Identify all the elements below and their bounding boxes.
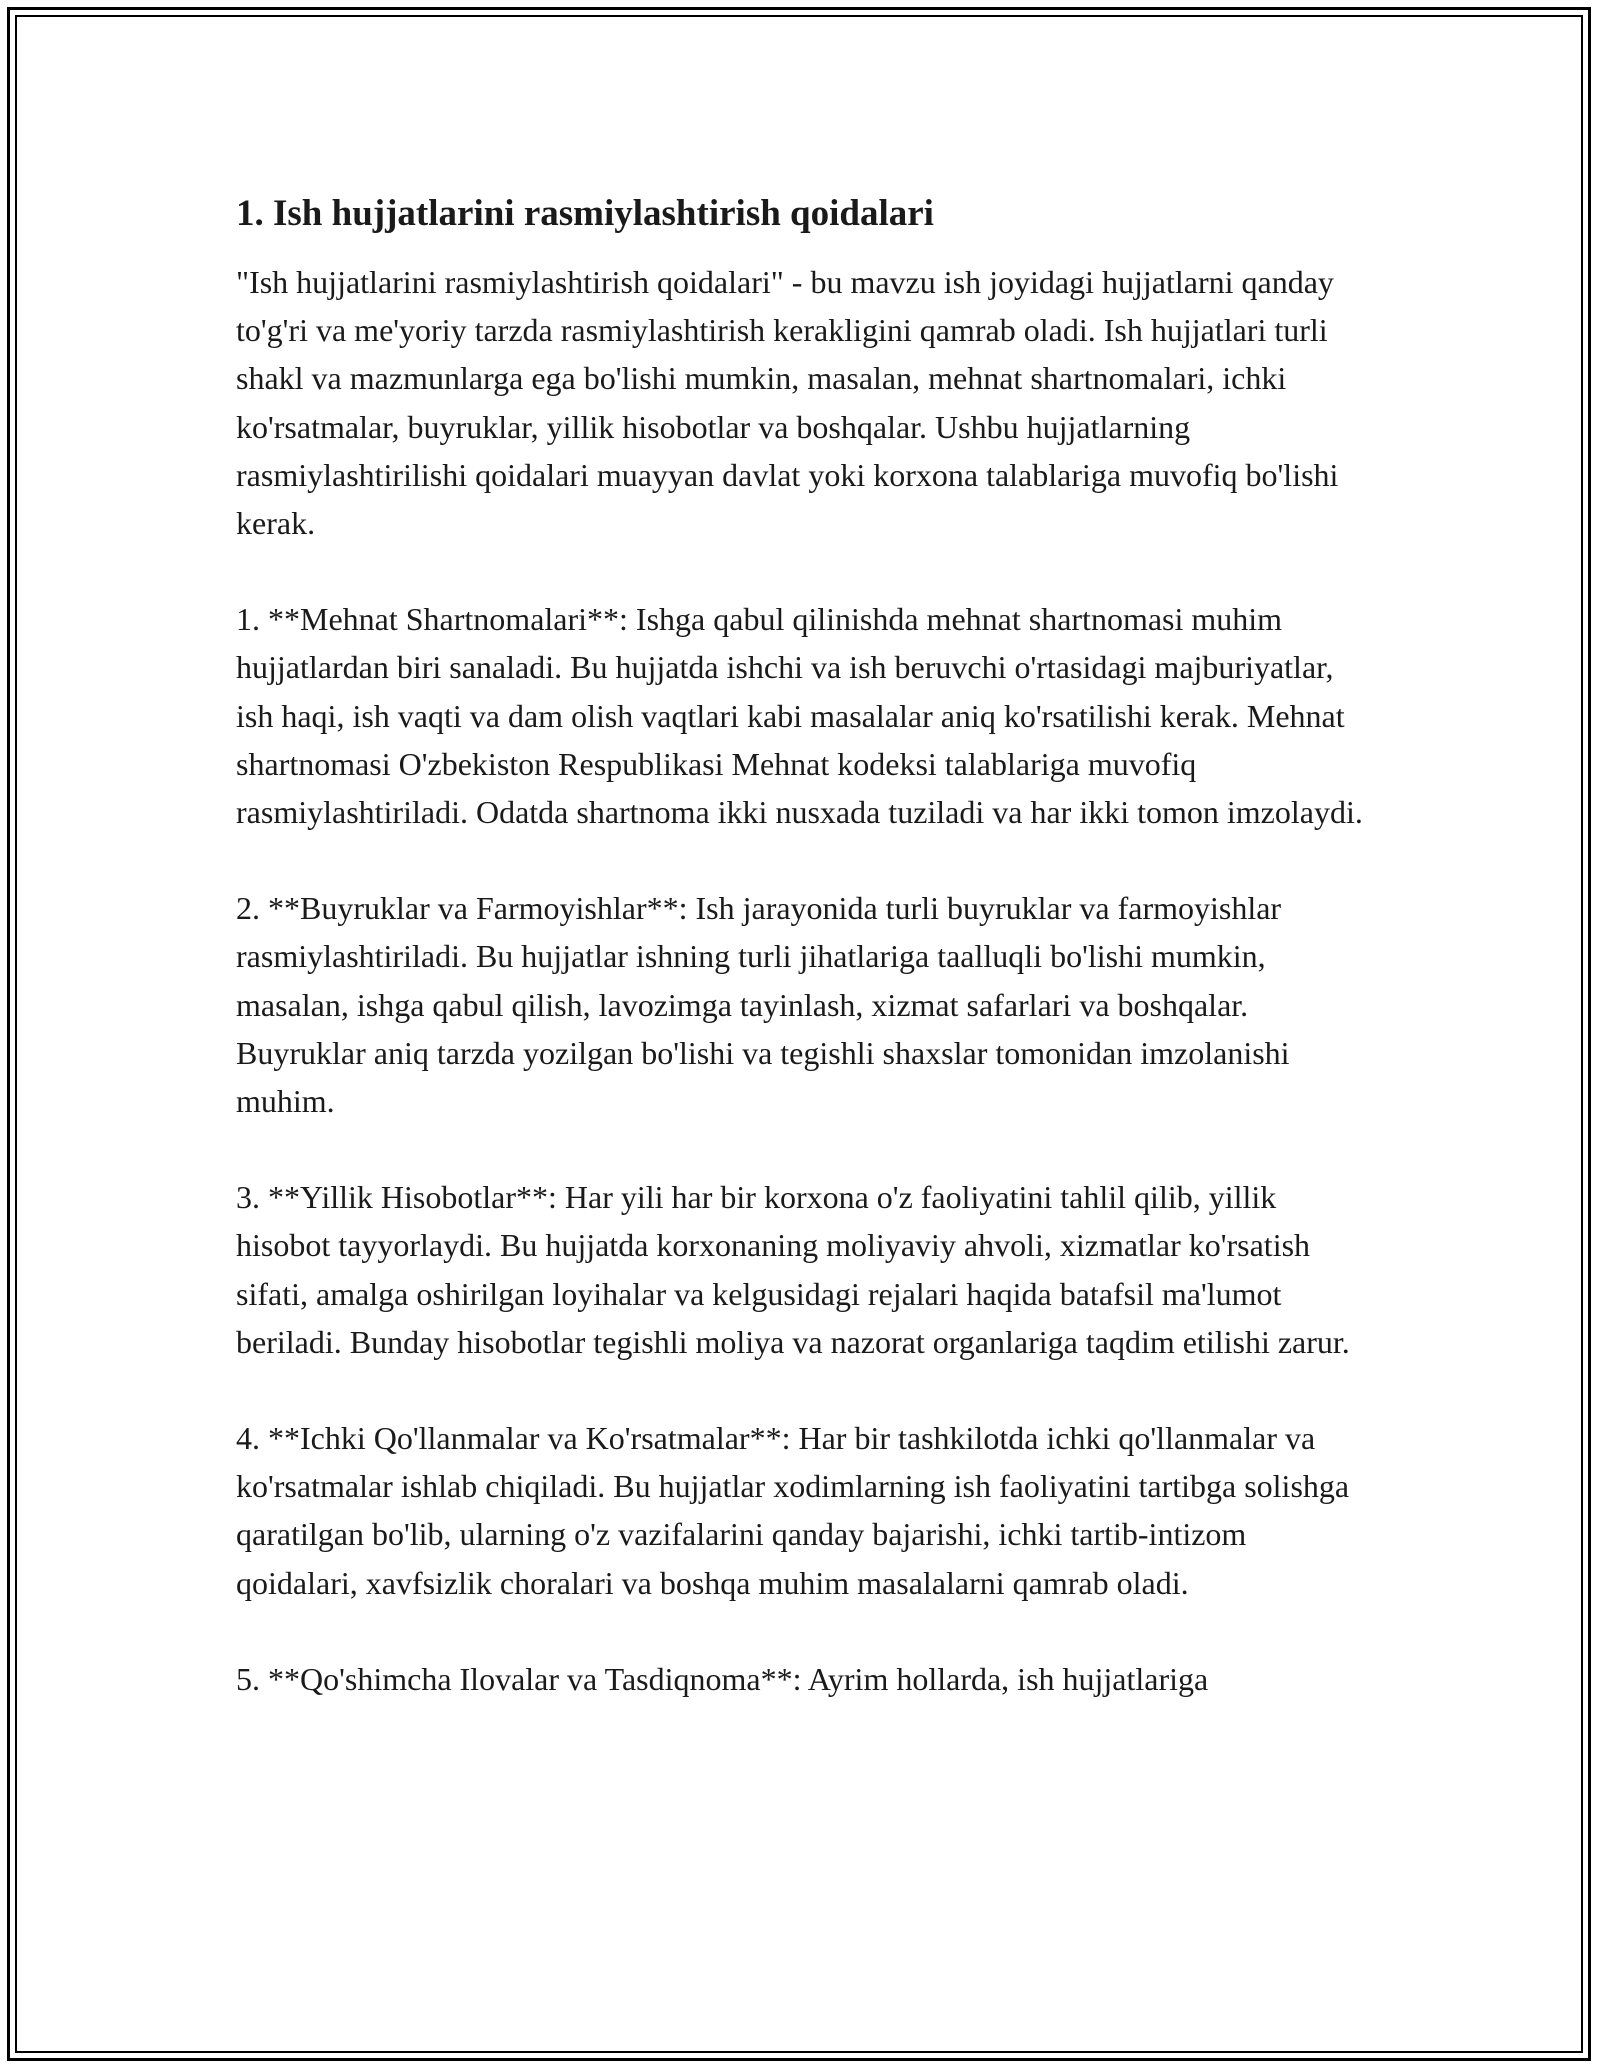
paragraph-mehnat-shartnomalari: 1. **Mehnat Shartnomalari**: Ishga qabul qilinishda mehnat shartnomasi muhim hujjatlardan biri sanaladi. Bu hujjatda ishchi va ish beruvchi o'rtasidagi majburiyatlar, ish haqi, ish vaqti va dam olish vaqtlari kabi masalalar aniq ko'rsatilishi kerak. Mehnat shartnomasi O'zbekiston Respublikasi Mehnat kodeksi talablariga muvofiq rasmiylashtiriladi. Odatda shartnoma ikki nusxada tuziladi va har ikki tomon imzolaydi. xyxy=(236,601,1363,831)
document-title: 1. Ish hujjatlarini rasmiylashtirish qoidalari xyxy=(236,193,934,234)
paragraph-qoshimcha-ilovalar: 5. **Qo'shimcha Ilovalar va Tasdiqnoma**: Ayrim hollarda, ish hujjatlariga xyxy=(236,1660,1209,1697)
paragraph-buyruklar: 2. **Buyruklar va Farmoyishlar**: Ish jarayonida turli buyruklar va farmoyishlar rasmiylashtiriladi. Bu hujjatlar ishning turli jihatlariga taalluqli bo'lishi mumkin, masalan, ishga qabul qilish, lavozimga tayinlash, xizmat safarlari va boshqalar. Buyruklar aniq tarzda yozilgan bo'lishi va tegishli shaxslar tomonidan imzolanishi muhim. xyxy=(236,890,1290,1120)
document-body xyxy=(236,188,1376,1703)
intro-paragraph: "Ish hujjatlarini rasmiylashtirish qoidalari" - bu mavzu ish joyidagi hujjatlarni qanday to'g'ri va me'yoriy tarzda rasmiylashtirish kerakligini qamrab oladi. Ish hujjatlari turli shakl va mazmunlarga ega bo'lishi mumkin, masalan, mehnat shartnomalari, ichki ko'rsatmalar, buyruklar, yillik hisobotlar va boshqalar. Ushbu hujjatlarning rasmiylashtirilishi qoidalari muayyan davlat yoki korxona talablariga muvofiq bo'lishi kerak. xyxy=(236,264,1339,542)
paragraph-ichki-qollanmalar: 4. **Ichki Qo'llanmalar va Ko'rsatmalar**: Har bir tashkilotda ichki qo'llanmalar va ko'rsatmalar ishlab chiqiladi. Bu hujjatlar xodimlarning ish faoliyatini tartibga solishga qaratilgan bo'lib, ularning o'z vazifalarini qanday bajarishi, ichki tartib-intizom qoidalari, xavfsizlik choralari va boshqa muhim masalalarni qamrab oladi. xyxy=(236,1420,1350,1601)
paragraph-yillik-hisobotlar: 3. **Yillik Hisobotlar**: Har yili har bir korxona o'z faoliyatini tahlil qilib, yillik hisobot tayyorlaydi. Bu hujjatda korxonaning moliyaviy ahvoli, xizmatlar ko'rsatish sifati, amalga oshirilgan loyihalar va kelgusidagi rejalari haqida batafsil ma'lumot beriladi. Bunday hisobotlar tegishli moliya va nazorat organlariga taqdim etilishi zarur. xyxy=(236,1179,1350,1360)
